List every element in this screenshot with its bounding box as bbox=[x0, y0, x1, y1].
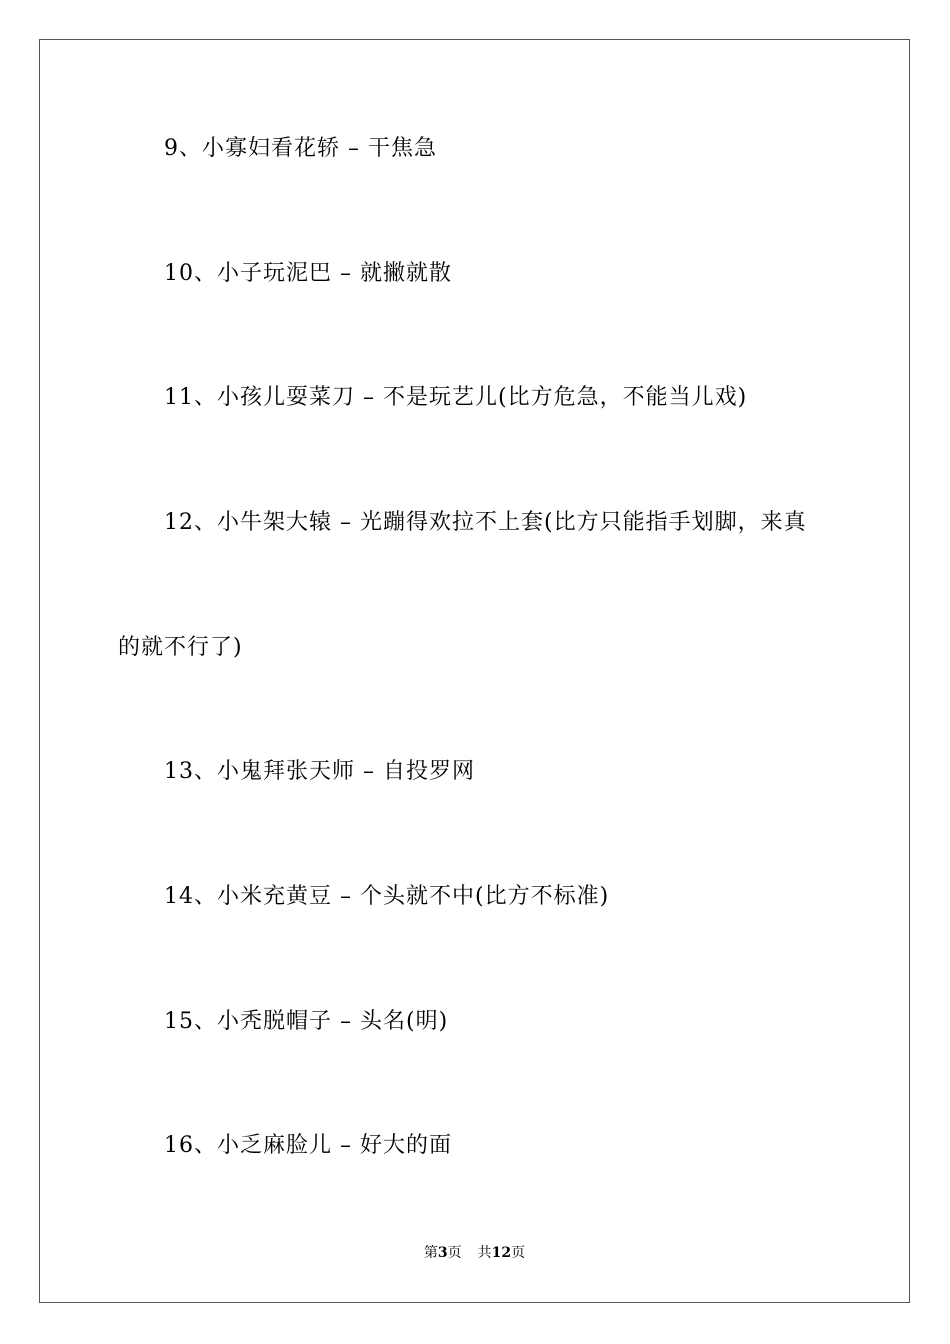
total-suffix: 页 bbox=[511, 1245, 526, 1261]
text-line: 14、小米充黄豆 – 个头就不中(比方不标准) bbox=[164, 884, 610, 909]
text-line: 9、小寡妇看花轿 – 干焦急 bbox=[164, 136, 437, 161]
page-number: 3 bbox=[437, 1245, 448, 1261]
text-line: 16、小乏麻脸儿 – 好大的面 bbox=[164, 1133, 452, 1158]
page-frame bbox=[39, 39, 910, 1303]
total-prefix: 共 bbox=[477, 1245, 492, 1261]
text-line: 的就不行了) bbox=[118, 635, 243, 660]
text-line: 11、小孩儿耍菜刀 – 不是玩艺儿(比方危急，不能当儿戏) bbox=[164, 385, 748, 410]
page-suffix: 页 bbox=[447, 1245, 462, 1261]
text-line: 12、小牛架大辕 – 光蹦得欢拉不上套(比方只能指手划脚，来真 bbox=[164, 510, 807, 535]
page-footer bbox=[40, 1243, 909, 1263]
text-line: 15、小秃脱帽子 – 头名(明) bbox=[164, 1009, 449, 1034]
text-line: 13、小鬼拜张天师 – 自投罗网 bbox=[164, 759, 475, 784]
total-pages: 12 bbox=[491, 1245, 512, 1261]
text-line: 10、小子玩泥巴 – 就撇就散 bbox=[164, 261, 452, 286]
page-prefix: 第 bbox=[423, 1245, 438, 1261]
